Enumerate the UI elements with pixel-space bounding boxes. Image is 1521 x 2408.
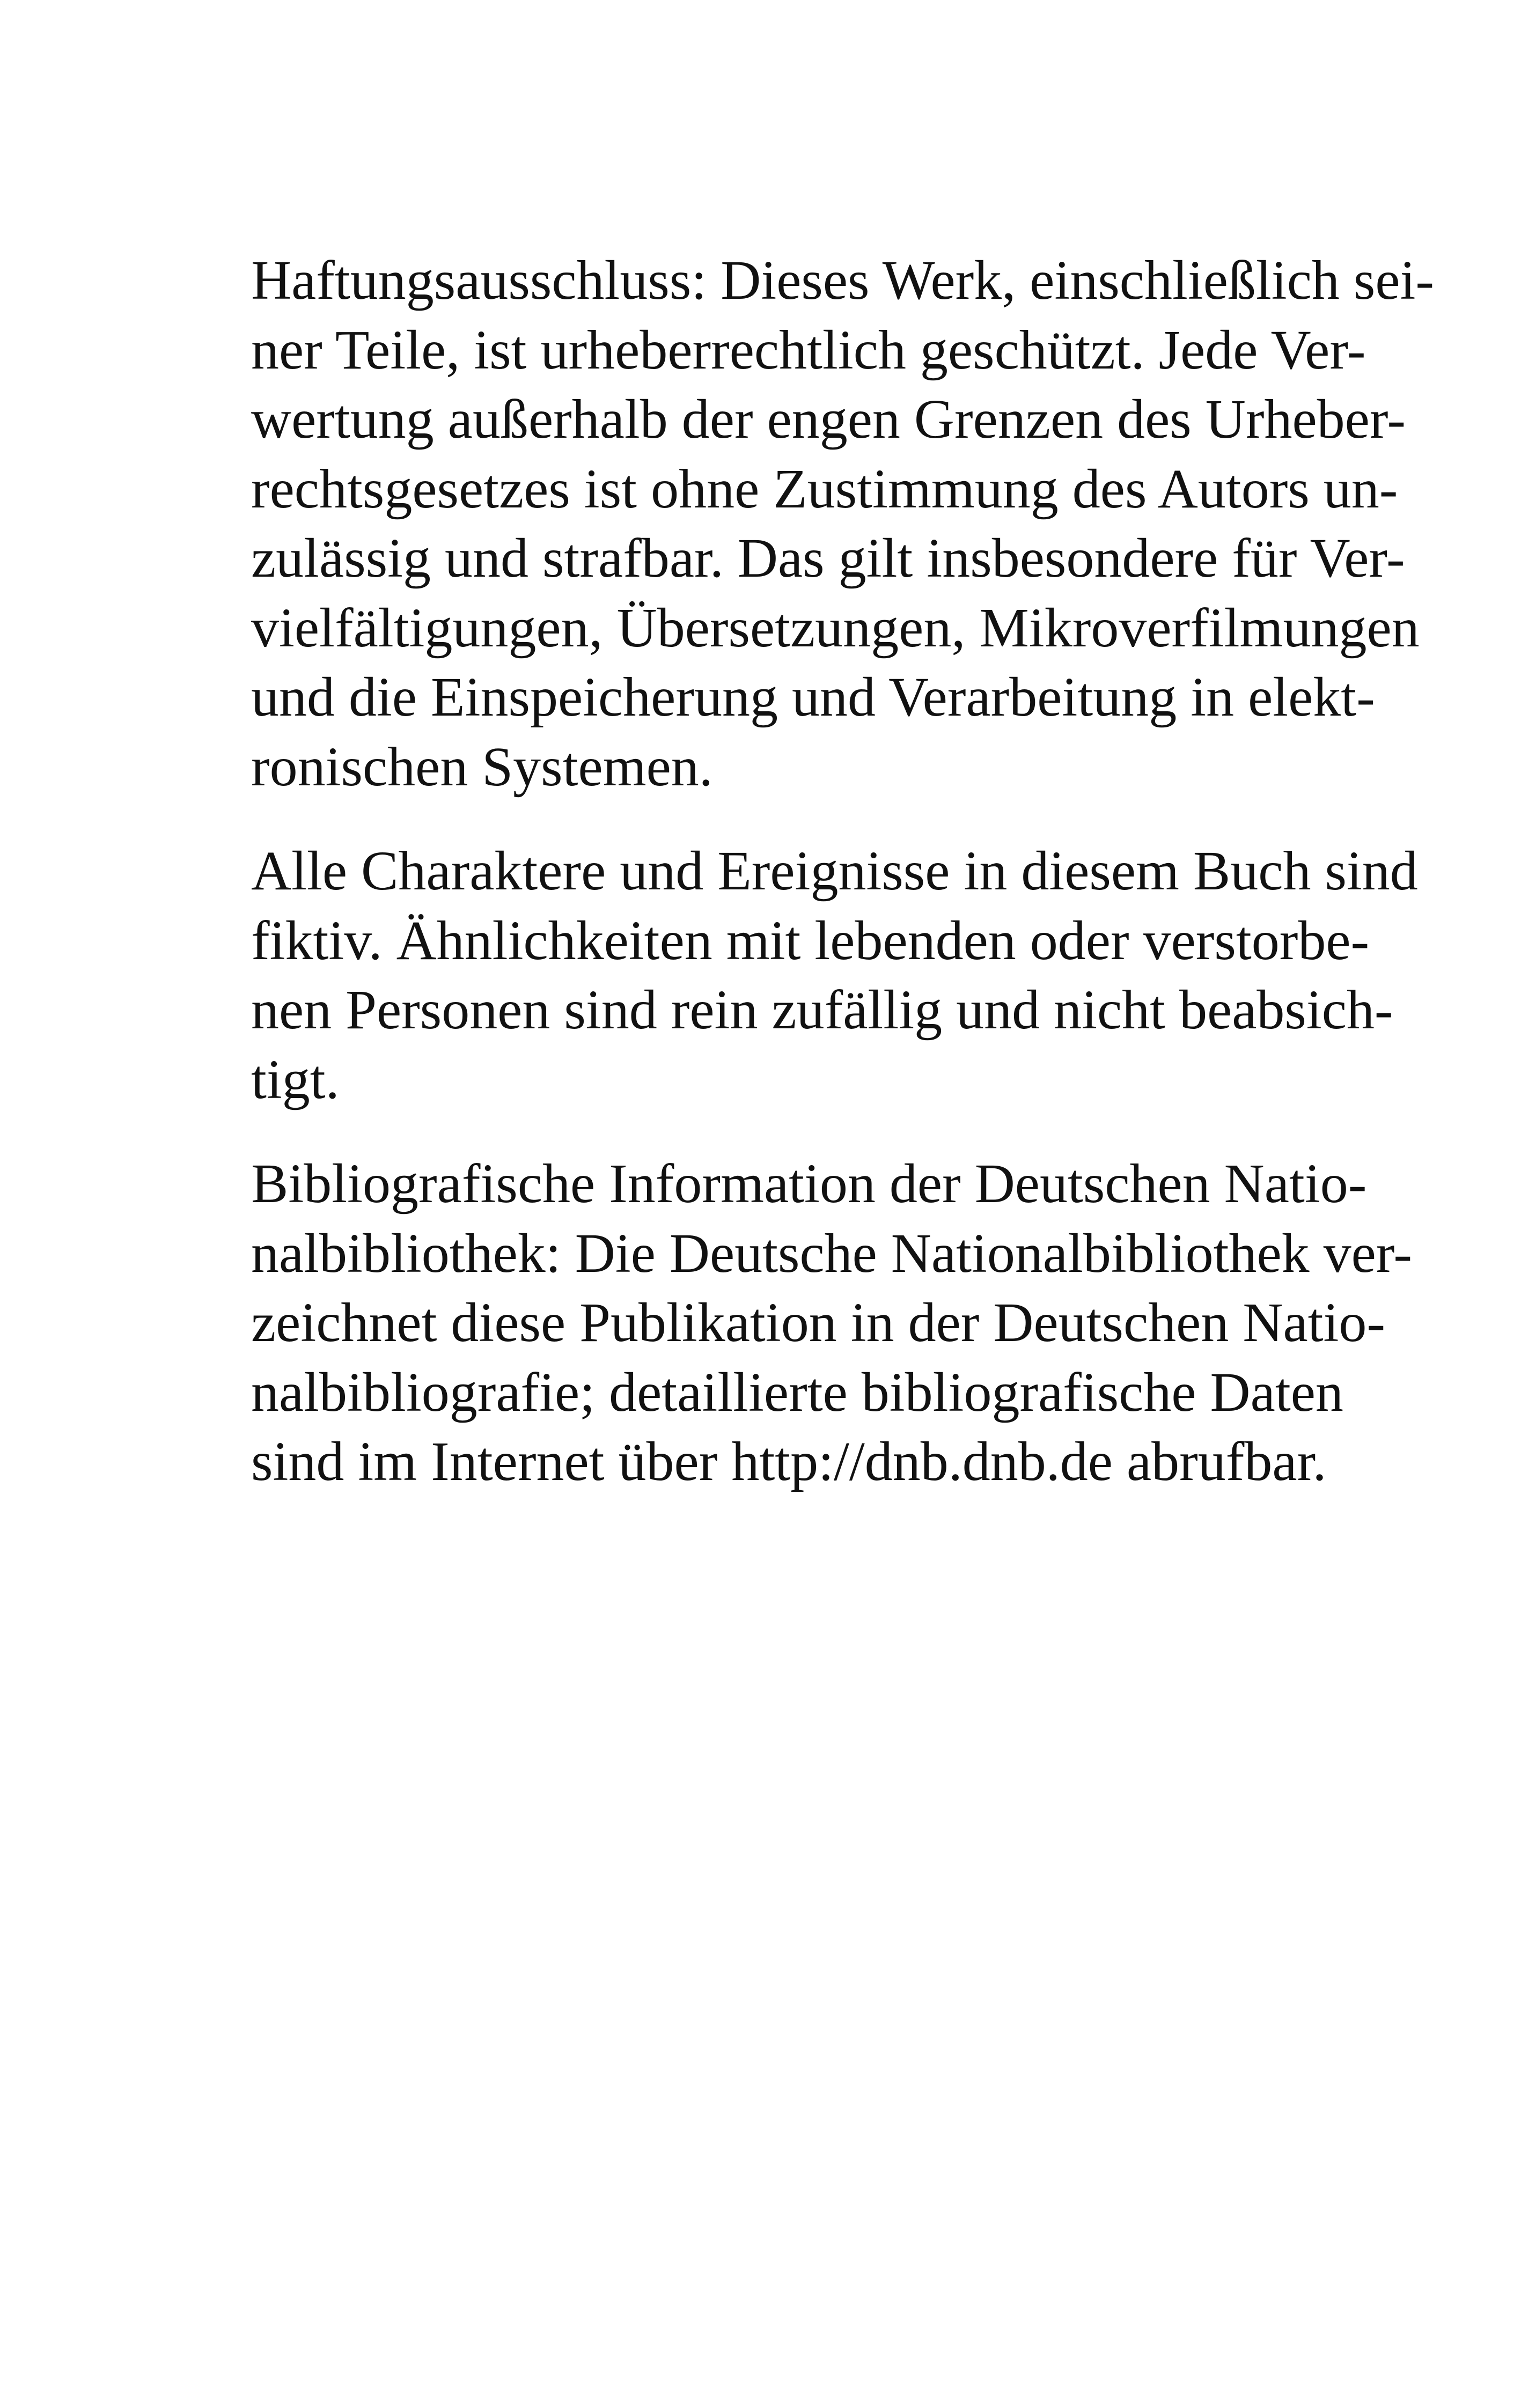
text-line: fiktiv. Ähnlichkeiten mit lebenden oder verstorbe- [251, 909, 1370, 971]
text-line: zulässig und strafbar. Das gilt insbesondere für Ver- [251, 527, 1405, 589]
text-line: tigt. [251, 1048, 340, 1110]
text-line: zeichnet diese Publikation in der Deutschen Natio- [251, 1292, 1386, 1353]
text-line: vielfältigungen, Übersetzungen, Mikroverfilmungen [251, 597, 1420, 659]
text-line: Bibliografische Information der Deutschen Natio- [251, 1153, 1367, 1214]
text-line: wertung außerhalb der engen Grenzen des Urheber- [251, 388, 1406, 450]
text-line: Alle Charaktere und Ereignisse in diesem Buch sind [251, 840, 1418, 902]
text-line: ronischen Systemen. [251, 735, 713, 798]
text-line: rechtsgesetzes ist ohne Zustimmung des Autors un- [251, 458, 1398, 520]
imprint-text [251, 246, 1435, 1497]
fiction-notice-paragraph [251, 836, 1418, 1114]
text-line: und die Einspeicherung und Verarbeitung in elekt- [251, 666, 1375, 728]
text-line: ner Teile, ist urheberrechtlich geschützt. Jede Ver- [251, 319, 1366, 381]
text-line: nalbibliothek: Die Deutsche Nationalbibliothek ver- [251, 1222, 1412, 1284]
text-line: nen Personen sind rein zufällig und nicht beabsich- [251, 979, 1393, 1041]
text-line: Haftungsausschluss: Dieses Werk, einschließlich sei- [251, 249, 1435, 311]
text-line: sind im Internet über http://dnb.dnb.de abrufbar. [251, 1431, 1327, 1492]
disclaimer-paragraph [251, 246, 1435, 801]
text-line: nalbibliografie; detaillierte bibliografische Daten [251, 1361, 1343, 1423]
bibliographic-info-paragraph [251, 1149, 1412, 1497]
